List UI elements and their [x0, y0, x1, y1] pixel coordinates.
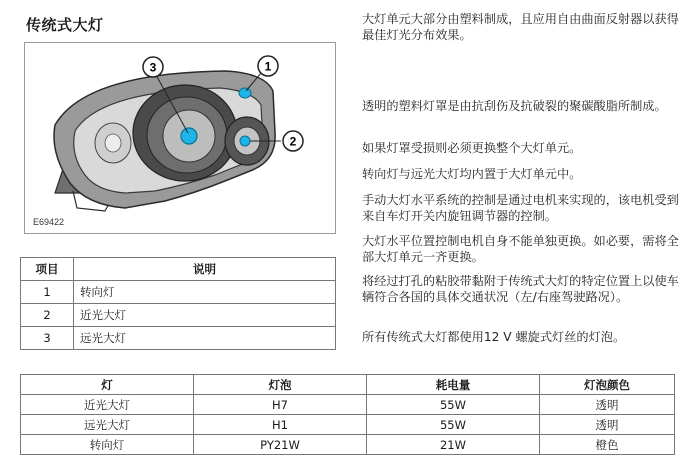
spec-lamp: 转向灯	[21, 435, 194, 455]
spec-header-lamp: 灯	[21, 375, 194, 395]
headlamp-illustration	[25, 43, 335, 233]
spec-lamp: 近光大灯	[21, 395, 194, 415]
paragraph: 透明的塑料灯罩是由抗刮伤及抗破裂的聚碳酸脂所制成。	[362, 99, 667, 113]
table-row	[21, 281, 336, 304]
spec-lamp: 远光大灯	[21, 415, 194, 435]
paragraph: 大灯单元大部分由塑料制成，且应用自由曲面反射器以获得最佳灯光分布效果。	[362, 12, 679, 42]
spec-power: 21W	[367, 435, 540, 455]
table-row	[21, 327, 336, 350]
item-number: 3	[21, 327, 74, 350]
items-table-header	[21, 258, 336, 281]
table-row	[21, 395, 675, 415]
item-description: 转向灯	[74, 281, 336, 304]
section-title: 传统式大灯	[26, 16, 104, 34]
items-header-description: 说明	[74, 258, 336, 281]
callout-2-label: 2	[289, 134, 297, 149]
headlamp-figure	[24, 42, 336, 234]
item-description: 远光大灯	[74, 327, 336, 350]
spec-color: 透明	[540, 415, 675, 435]
item-description: 近光大灯	[74, 304, 336, 327]
spec-color: 橙色	[540, 435, 675, 455]
table-row	[21, 304, 336, 327]
items-table	[20, 257, 336, 350]
bulb-spec-table	[20, 374, 675, 455]
callout-1-label: 1	[264, 59, 272, 74]
figure-id: E69422	[33, 217, 65, 227]
callout-2	[283, 131, 303, 151]
spec-bulb: H7	[194, 395, 367, 415]
item-number: 1	[21, 281, 74, 304]
table-row	[21, 435, 675, 455]
table-row	[21, 415, 675, 435]
paragraph: 手动大灯水平系统的控制是通过电机来实现的，该电机受到来自车灯开关内旋钮调节器的控制。	[362, 193, 679, 223]
paragraph: 如果灯罩受损则必须更换整个大灯单元。	[362, 141, 582, 155]
paragraph: 转向灯与远光大灯均内置于大灯单元中。	[362, 167, 582, 181]
callout-3-label: 3	[149, 60, 157, 75]
spec-power: 55W	[367, 415, 540, 435]
spec-power: 55W	[367, 395, 540, 415]
paragraph: 所有传统式大灯都使用12 V 螺旋式灯丝的灯泡。	[362, 330, 626, 344]
spec-header-bulb: 灯泡	[194, 375, 367, 395]
item-number: 2	[21, 304, 74, 327]
spec-table-header	[21, 375, 675, 395]
callout-3	[143, 57, 163, 77]
spec-color: 透明	[540, 395, 675, 415]
paragraph: 大灯水平位置控制电机自身不能单独更换。如必要，需将全部大灯单元一齐更换。	[362, 234, 679, 264]
spec-header-color: 灯泡颜色	[540, 375, 675, 395]
items-header-item: 项目	[21, 258, 74, 281]
paragraph: 将经过打孔的粘胶带黏附于传统式大灯的特定位置上以使车辆符合各国的具体交通状况（左/右座驾驶路况）。	[362, 274, 679, 304]
spec-header-power: 耗电量	[367, 375, 540, 395]
spec-bulb: PY21W	[194, 435, 367, 455]
callout-1	[258, 56, 278, 76]
spec-bulb: H1	[194, 415, 367, 435]
